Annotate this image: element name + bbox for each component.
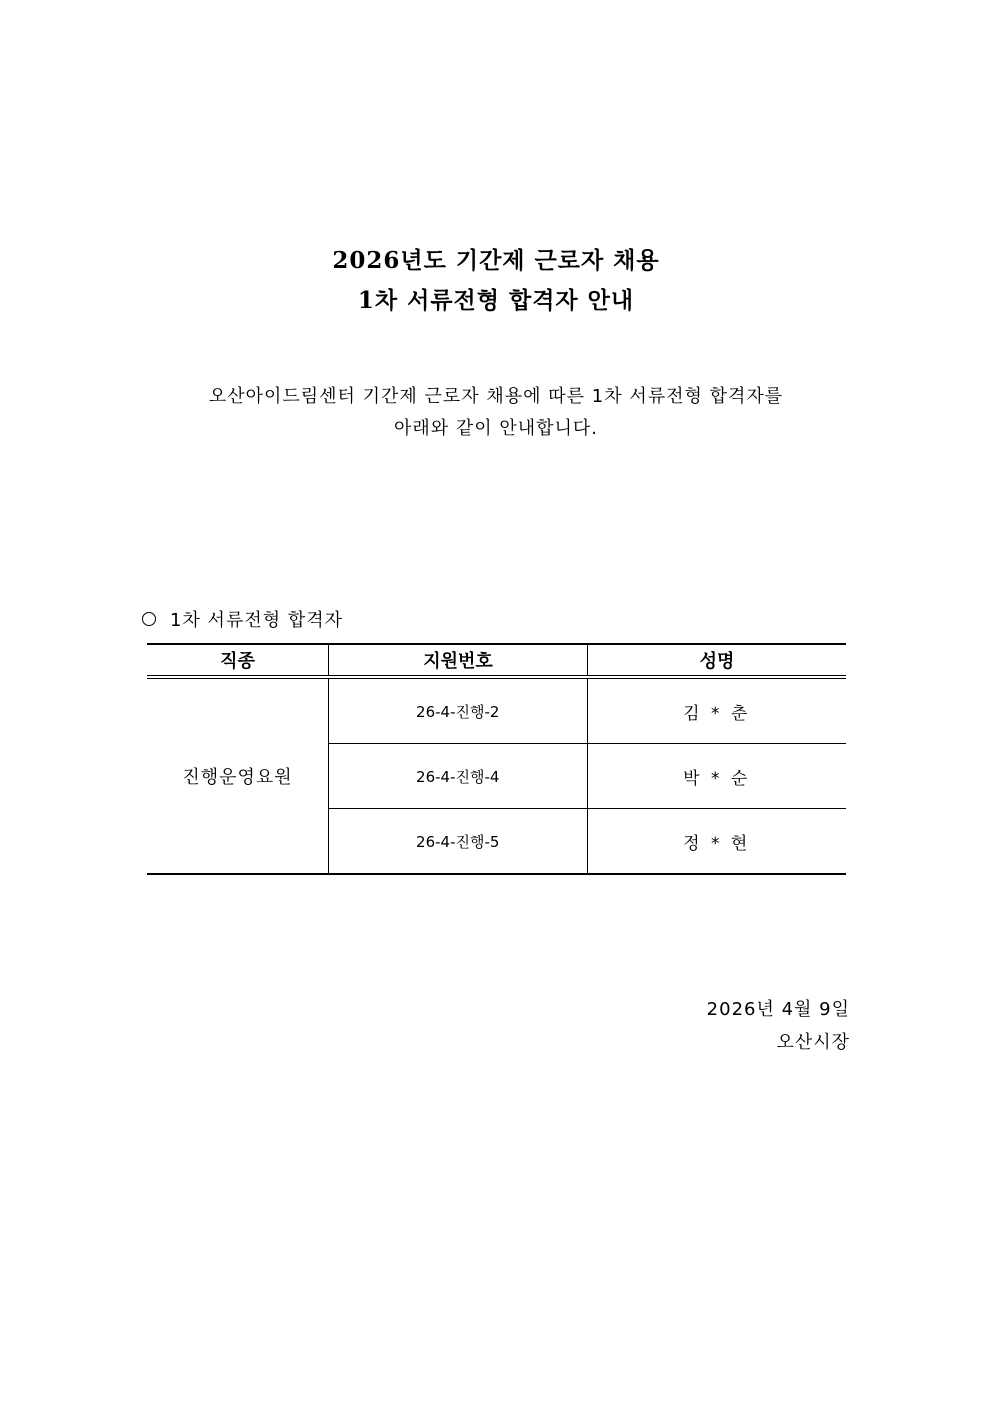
applicant-name: 박 * 순 [587, 744, 847, 808]
issue-date: 2026년 4월 9일 [706, 999, 850, 1020]
table-row [329, 808, 846, 873]
intro-text-line2: 아래와 같이 안내합니다. [393, 418, 599, 439]
results-table [147, 643, 846, 875]
applicant-number: 26-4-진행-2 [416, 702, 500, 721]
circle-icon [142, 612, 156, 626]
table-header [147, 645, 846, 679]
applicant-number: 26-4-진행-5 [416, 832, 500, 851]
job-cell: 진행운영요원 [182, 767, 293, 788]
applicant-number: 26-4-진행-4 [416, 767, 500, 786]
table-row [329, 679, 846, 743]
table-rows [328, 679, 846, 873]
document-title-line1: 2026년도 기간제 근로자 채용 [332, 247, 660, 274]
table-body [147, 679, 846, 875]
table-row [329, 743, 846, 808]
header-number: 지원번호 [328, 645, 587, 675]
section-heading-text: 1차 서류전형 합격자 [170, 610, 343, 631]
intro-text-line1: 오산아이드림센터 기간제 근로자 채용에 따른 1차 서류전형 합격자를 [208, 386, 784, 407]
section-heading [142, 606, 343, 632]
applicant-name: 김 * 춘 [587, 679, 847, 743]
signer: 오산시장 [776, 1032, 850, 1053]
applicant-name: 정 * 현 [587, 809, 847, 873]
document-title-line2: 1차 서류전형 합격자 안내 [357, 287, 635, 314]
header-job: 직종 [220, 651, 255, 672]
header-name: 성명 [587, 645, 846, 675]
